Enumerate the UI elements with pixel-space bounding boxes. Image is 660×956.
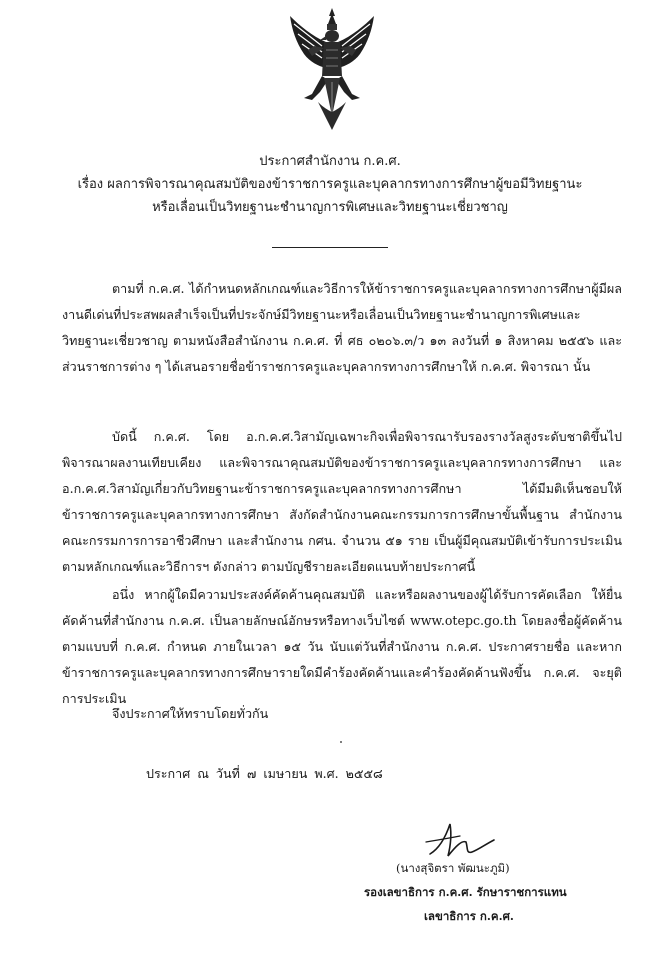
paragraph-2-text: บัดนี้ ก.ค.ศ. โดย อ.ก.ค.ศ.วิสามัญเฉพาะกิจเพื่อพิจารณารับรองรางวัลสูงระดับชาติขึ้นไป พิจารณาผลงานเทียบเคียง และพิจารณาคุณสมบัติของข้าราชการครูและบุคลากรทางการศึกษา และ อ.ก.ค.ศ.วิสามัญเกี่ยวกับวิทยฐานะข้าราชการครูและบุคลากรทางการศึกษา ได้มีมติเห็นชอบให้ข้าราชการครูและบุคลากรทางการศึกษา สังกัดสำนักงานคณะกรรมการการศึกษาขั้นพื้นฐาน สำนักงานคณะกรรมการการอาชีวศึกษา และสำนักงาน กศน. จำนวน ๕๑ ราย เป็นผู้มีคุณสมบัติเข้ารับการประเมินตามหลักเกณฑ์และวิธีการฯ ดังกล่าว ตามบัญชีรายละเอียดแนบท้ายประกาศนี้ <box>62 429 622 574</box>
subject-line-1: เรื่อง ผลการพิจารณาคุณสมบัติของข้าราชการครูและบุคลากรทางการศึกษาผู้ขอมีวิทยฐานะ <box>77 177 583 192</box>
body-paragraph-2 <box>62 424 622 580</box>
title-block <box>0 150 660 219</box>
paragraph-1-text: ตามที่ ก.ค.ศ. ได้กำหนดหลักเกณฑ์และวิธีการให้ข้าราชการครูและบุคลากรทางการศึกษาผู้มีผลงานดีเด่นที่ประสพผลสำเร็จเป็นที่ประจักษ์มีวิทยฐานะหรือเลื่อนเป็นวิทยฐานะชำนาญการพิเศษและวิทยฐานะเชี่ยวชาญ ตามหนังสือสำนักงาน ก.ค.ศ. ที่ ศธ ๐๒๐๖.๓/ว ๑๓ ลงวันที่ ๑ สิงหาคม ๒๕๕๖ และส่วนราชการต่าง ๆ ได้เสนอรายชื่อข้าราชการครูและบุคลากรทางการศึกษาให้ ก.ค.ศ. พิจารณา นั้น <box>62 281 622 374</box>
subject-line-2: หรือเลื่อนเป็นวิทยฐานะชำนาญการพิเศษและวิทยฐานะเชี่ยวชาญ <box>152 200 508 215</box>
handwritten-signature <box>420 818 500 862</box>
closing-statement: จึงประกาศให้ทราบโดยทั่วกัน <box>112 706 269 721</box>
signatory-name: (นางสุจิตรา พัฒนะภูมิ) <box>396 861 510 875</box>
signatory-title: รองเลขาธิการ ก.ค.ศ. รักษาราชการแทน <box>364 885 567 899</box>
announcement-title: ประกาศสำนักงาน ก.ค.ศ. <box>259 154 401 169</box>
signatory-title-2: เลขาธิการ ก.ค.ศ. <box>424 909 514 923</box>
title-divider <box>272 247 388 248</box>
body-paragraph-3 <box>62 582 622 712</box>
garuda-emblem-icon <box>282 6 382 134</box>
body-paragraph-1 <box>62 276 622 380</box>
stray-mark <box>340 741 342 743</box>
paragraph-3-text: อนึ่ง หากผู้ใดมีความประสงค์คัดค้านคุณสมบัติ และหรือผลงานของผู้ได้รับการคัดเลือก ให้ยื่นคัดค้านที่สำนักงาน ก.ค.ศ. เป็นลายลักษณ์อักษรหรือทางเว็บไซต์ www.otepc.go.th โดยลงชื่อผู้คัดค้านตามแบบที่ ก.ค.ศ. กำหนด ภายในเวลา ๑๕ วัน นับแต่วันที่สำนักงาน ก.ค.ศ. ประกาศรายชื่อ และหากข้าราชการครูและบุคลากรทางการศึกษารายใดมีคำร้องคัดค้านและคำร้องคัดค้านฟังขึ้น ก.ค.ศ. จะยุติการประเมิน <box>62 587 622 706</box>
announcement-date: ประกาศ ณ วันที่ ๗ เมษายน พ.ศ. ๒๕๕๘ <box>146 766 383 781</box>
